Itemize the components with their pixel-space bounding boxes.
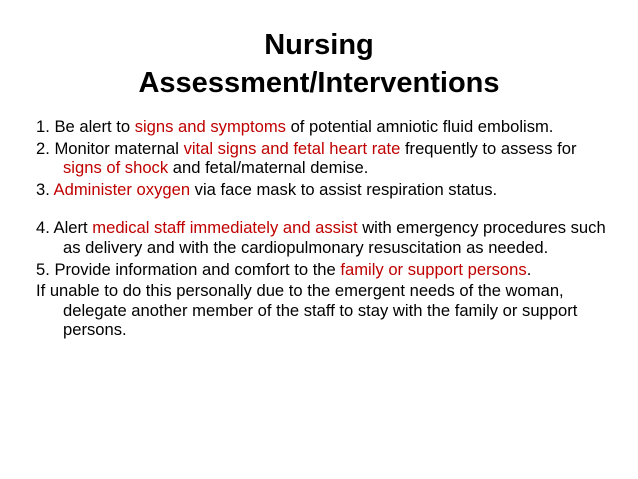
slide-title bbox=[0, 26, 638, 102]
slide-body bbox=[36, 117, 616, 342]
highlight-medical-staff: medical staff immediately and assist bbox=[92, 218, 358, 238]
list-item-2: 2. Monitor maternal vital signs and fetal heart rate frequently to assess for signs of shock and fetal/maternal demise. bbox=[36, 138, 577, 178]
list-item-6: If unable to do this personally due to the emergent needs of the woman, delegate another member of the staff to stay with the family or support persons. bbox=[36, 281, 578, 340]
highlight-signs-and-symptoms: signs and symptoms bbox=[134, 117, 286, 136]
title-line-2: Assessment/Interventions bbox=[138, 67, 500, 99]
list-item-3: 3. Administer oxygen via face mask to assist respiration status. bbox=[36, 179, 498, 199]
list-item-5: 5. Provide information and comfort to the family or support persons. bbox=[36, 259, 532, 279]
list-item-4: 4. Alert medical staff immediately and assist with emergency procedures such as delivery and with the cardiopulmonary resuscitation as needed. bbox=[36, 218, 606, 257]
highlight-family-or-support: family or support persons bbox=[340, 259, 527, 279]
highlight-vital-signs: vital signs and fetal heart rate bbox=[183, 138, 401, 158]
highlight-administer-oxygen: Administer oxygen bbox=[53, 179, 191, 199]
title-line-1: Nursing bbox=[264, 29, 374, 61]
list-item-1: 1. Be alert to signs and symptoms of potential amniotic fluid embolism. bbox=[36, 117, 554, 136]
highlight-signs-of-shock: signs of shock bbox=[63, 158, 169, 178]
